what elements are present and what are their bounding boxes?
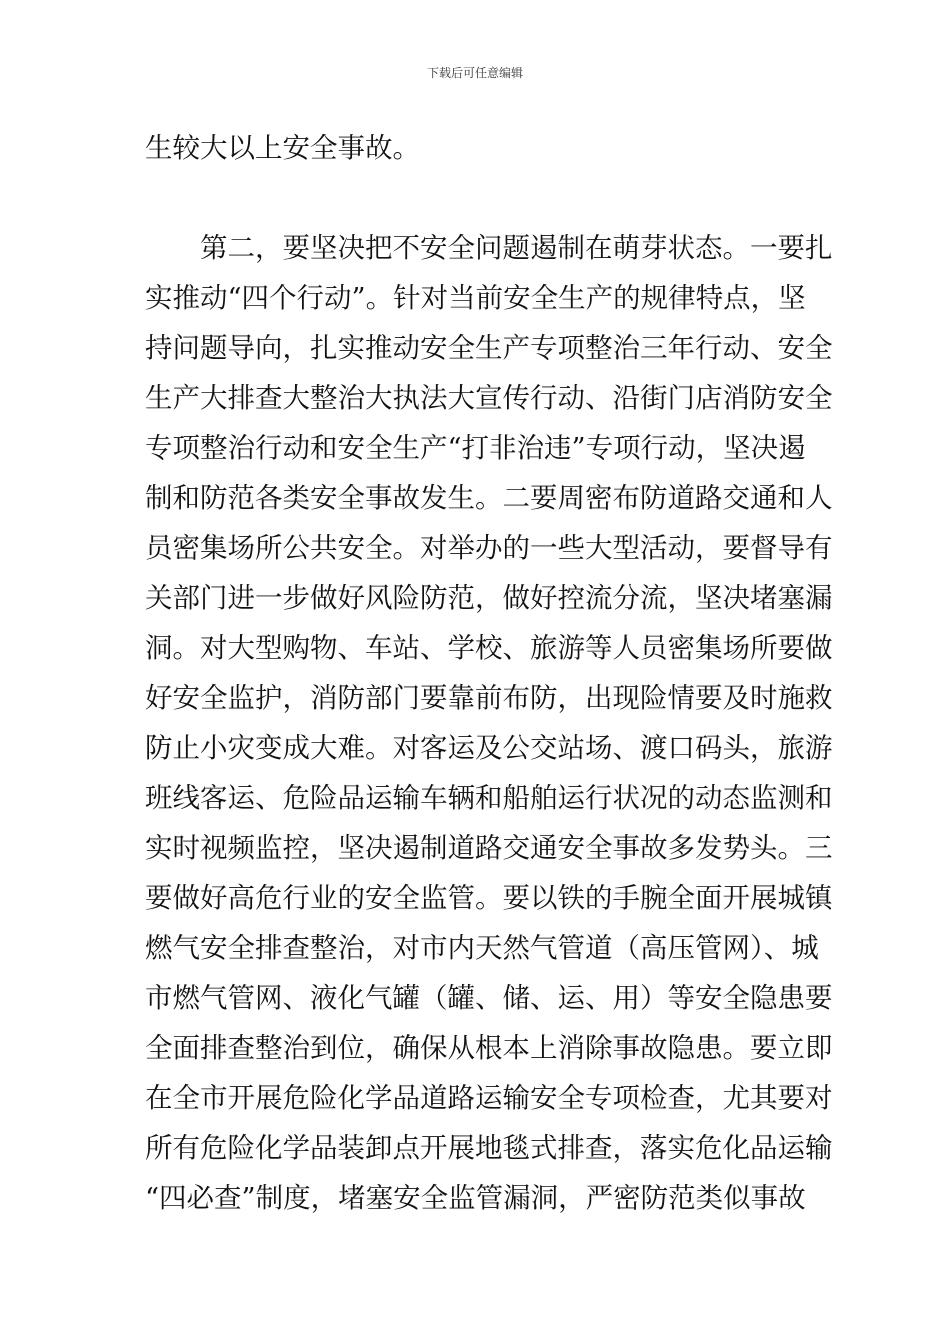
- body-line: 实推动“四个行动”。针对当前安全生产的规律特点，坚: [145, 282, 806, 314]
- body-line: 洞。对大型购物、车站、学校、旅游等人员密集场所要做: [145, 632, 833, 664]
- body-line: 市燃气管网、液化气罐（罐、储、运、用）等安全隐患要: [145, 982, 833, 1014]
- body-line: 生产大排查大整治大执法大宣传行动、沿街门店消防安全: [145, 382, 833, 414]
- body-line: 防止小灾变成大难。对客运及公交站场、渡口码头，旅游: [145, 732, 833, 764]
- body-line: 全面排查整治到位，确保从根本上消除事故隐患。要立即: [145, 1032, 833, 1064]
- body-line: 关部门进一步做好风险防范，做好控流分流，坚决堵塞漏: [145, 582, 833, 614]
- body-line: 在全市开展危险化学品道路运输安全专项检查，尤其要对: [145, 1082, 833, 1114]
- body-line: 制和防范各类安全事故发生。二要周密布防道路交通和人: [145, 482, 833, 514]
- body-line: 班线客运、危险品运输车辆和船舶运行状况的动态监测和: [145, 782, 833, 814]
- page-header: 下载后可任意编辑: [426, 66, 523, 80]
- body-line: “四必查”制度，堵塞安全监管漏洞，严密防范类似事故: [145, 1182, 806, 1214]
- body-line: 员密集场所公共安全。对举办的一些大型活动，要督导有: [145, 532, 833, 564]
- body-line: 好安全监护，消防部门要靠前布防，出现险情要及时施救: [145, 682, 833, 714]
- body-line: 持问题导向，扎实推动安全生产专项整治三年行动、安全: [145, 332, 833, 364]
- body-line: 所有危险化学品装卸点开展地毯式排查，落实危化品运输: [145, 1132, 833, 1164]
- body-line: 生较大以上安全事故。: [145, 132, 420, 164]
- body-line: 实时视频监控，坚决遏制道路交通安全事故多发势头。三: [145, 832, 833, 864]
- body-line: 第二，要坚决把不安全问题遏制在萌芽状态。一要扎: [145, 232, 833, 264]
- body-line: 燃气安全排查整治，对市内天然气管道（高压管网）、城: [145, 932, 819, 964]
- body-line: 要做好高危行业的安全监管。要以铁的手腕全面开展城镇: [145, 882, 833, 914]
- body-line: 专项整治行动和安全生产“打非治违”专项行动，坚决遏: [145, 432, 806, 464]
